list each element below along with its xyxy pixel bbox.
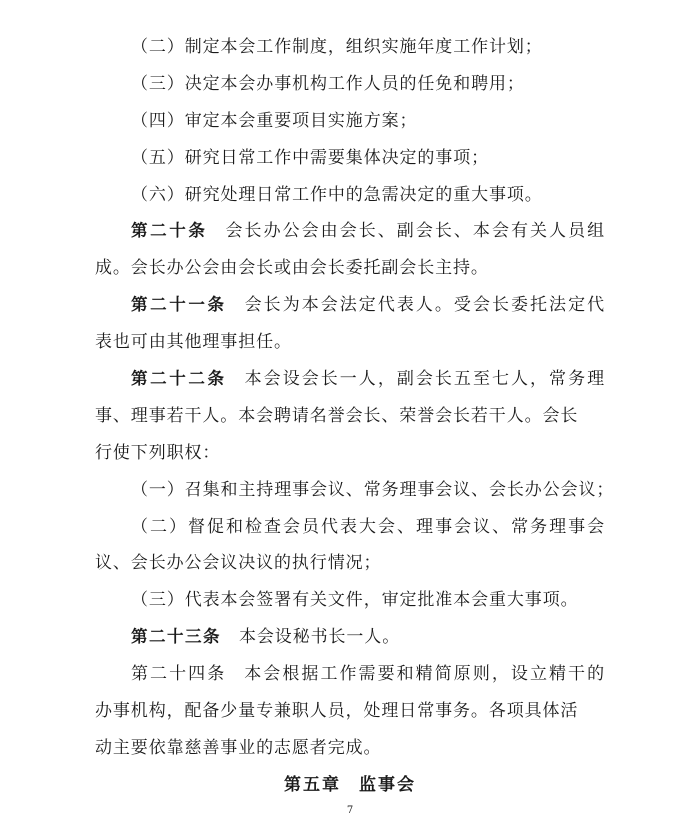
article-text: 会长办公会由会长、副会长、本会有关人员组	[225, 221, 606, 242]
article-21	[95, 287, 605, 324]
list-item: （六）研究处理日常工作中的急需决定的重大事项。	[131, 184, 543, 205]
article-title: 第二十一条	[131, 295, 227, 315]
article-text-line: 动主要依靠慈善事业的志愿者完成。	[95, 737, 382, 758]
article-title: 第二十三条	[131, 627, 221, 647]
article-title: 第二十四条	[131, 664, 227, 685]
article-text: 会长为本会法定代表人。受会长委托法定代	[244, 295, 606, 316]
article-title: 第二十条	[131, 221, 208, 241]
list-item: （五）研究日常工作中需要集体决定的事项；	[131, 147, 489, 168]
article-text-line: 议、会长办公会议决议的执行情况；	[95, 553, 382, 574]
article-23	[95, 619, 625, 656]
article-text: 本会根据工作需要和精简原则，设立精干的	[244, 664, 606, 685]
list-item: （三）代表本会签署有关文件，审定批准本会重大事项。	[131, 590, 579, 611]
article-text-line: 成。会长办公会由会长或由会长委托副会长主持。	[95, 258, 489, 279]
article-24	[95, 656, 605, 693]
article-text: 本会设秘书长一人。	[239, 627, 401, 648]
article-20	[95, 213, 605, 250]
article-text: 本会设会长一人，副会长五至七人，常务理	[244, 369, 606, 390]
article-22	[95, 361, 605, 398]
list-item: （二）督促和检查会员代表大会、理事会议、常务理事会	[131, 516, 605, 537]
chapter-heading	[95, 767, 605, 804]
page-number: 7	[346, 805, 354, 816]
article-text-line: 办事机构，配备少量专兼职人员，处理日常事务。各项具体活	[95, 701, 579, 722]
list-item: （三）决定本会办事机构工作人员的任免和聘用；	[131, 73, 525, 94]
article-text-line: 表也可由其他理事担任。	[95, 332, 292, 353]
article-text-line: 行使下列职权：	[95, 442, 221, 463]
chapter-title: 监事会	[359, 774, 416, 795]
document-body	[95, 29, 625, 804]
article-text-line: 事、理事若干人。本会聘请名誉会长、荣誉会长若干人。会长	[95, 405, 579, 426]
list-item: （一）召集和主持理事会议、常务理事会议、会长办公会议；	[131, 479, 615, 500]
list-item: （四）审定本会重要项目实施方案；	[131, 110, 418, 131]
article-title: 第二十二条	[131, 369, 227, 389]
chapter-number: 第五章	[284, 774, 341, 795]
list-item: （二）制定本会工作制度，组织实施年度工作计划；	[131, 37, 543, 57]
